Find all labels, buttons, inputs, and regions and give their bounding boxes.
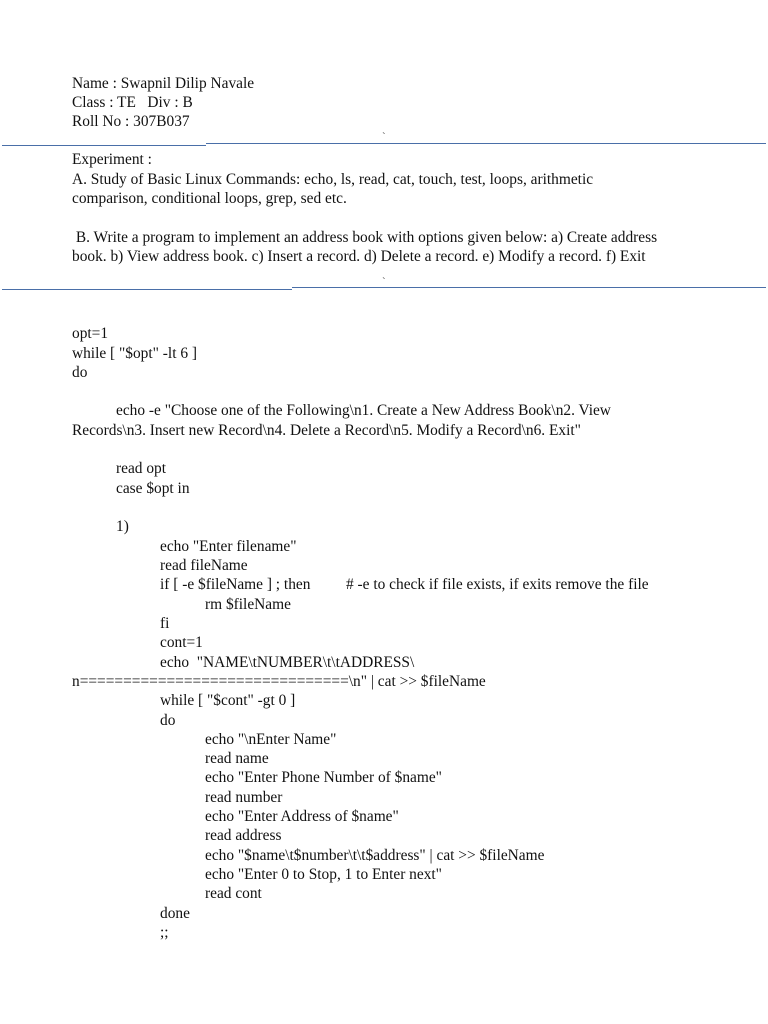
roll-number: Roll No : 307B037 [72,113,190,130]
code-line: echo "$name\t$number\t\t$address" | cat >> $fileName [205,847,545,864]
student-name: Name : Swapnil Dilip Navale [72,75,255,92]
code-line: read number [205,789,283,806]
code-line: opt=1 [72,325,109,342]
separator-rule-top-right [206,143,766,144]
code-line: ;; [160,924,169,941]
code-comment: # -e to check if file exists, if exits remove the file [346,576,649,593]
separator-rule-bottom-right [292,287,766,288]
code-line: echo "Enter Address of $name" [205,808,399,825]
class-division: Class : TE Div : B [72,94,193,111]
part-b-line-1: B. Write a program to implement an address book with options given below: a) Create address [72,229,658,246]
code-line: do [160,712,176,729]
code-line: while [ "$opt" -lt 6 ] [72,345,197,362]
code-line: if [ -e $fileName ] ; then [160,576,311,593]
code-line: read fileName [160,557,248,574]
experiment-heading: Experiment : [72,151,152,168]
code-line: cont=1 [160,634,203,651]
code-line: fi [160,615,170,632]
code-line: echo "Enter Phone Number of $name" [205,769,442,786]
code-line: read name [205,750,269,767]
code-line: while [ "$cont" -gt 0 ] [160,692,296,709]
part-a-line-1: A. Study of Basic Linux Commands: echo, ls, read, cat, touch, test, loops, arithmetic [72,171,594,188]
code-line: rm $fileName [205,596,291,613]
code-line: 1) [116,518,129,535]
code-line: echo -e "Choose one of the Following\n1. Create a New Address Book\n2. View [116,402,611,419]
code-line: n===============================\n" | cat >> $fileName [72,673,486,690]
code-line: case $opt in [116,480,190,497]
code-line: echo "Enter 0 to Stop, 1 to Enter next" [205,866,442,883]
separator-mark-bottom: ` [382,276,386,288]
code-line: read cont [205,885,262,902]
code-line: Records\n3. Insert new Record\n4. Delete a Record\n5. Modify a Record\n6. Exit" [72,422,581,439]
code-line: do [72,364,88,381]
part-a-line-2: comparison, conditional loops, grep, sed etc. [72,190,347,207]
code-line: echo "\nEnter Name" [205,731,337,748]
part-b-line-2: book. b) View address book. c) Insert a record. d) Delete a record. e) Modify a record. f) Exit [72,248,646,265]
code-line: echo "Enter filename" [160,538,297,555]
separator-mark-top: ` [382,131,386,143]
separator-rule-top-left [2,145,206,146]
code-line: done [160,905,190,922]
separator-rule-bottom-left [2,289,292,290]
code-line: read opt [116,460,166,477]
code-line: read address [205,827,282,844]
code-line: echo "NAME\tNUMBER\t\tADDRESS\ [160,654,415,671]
